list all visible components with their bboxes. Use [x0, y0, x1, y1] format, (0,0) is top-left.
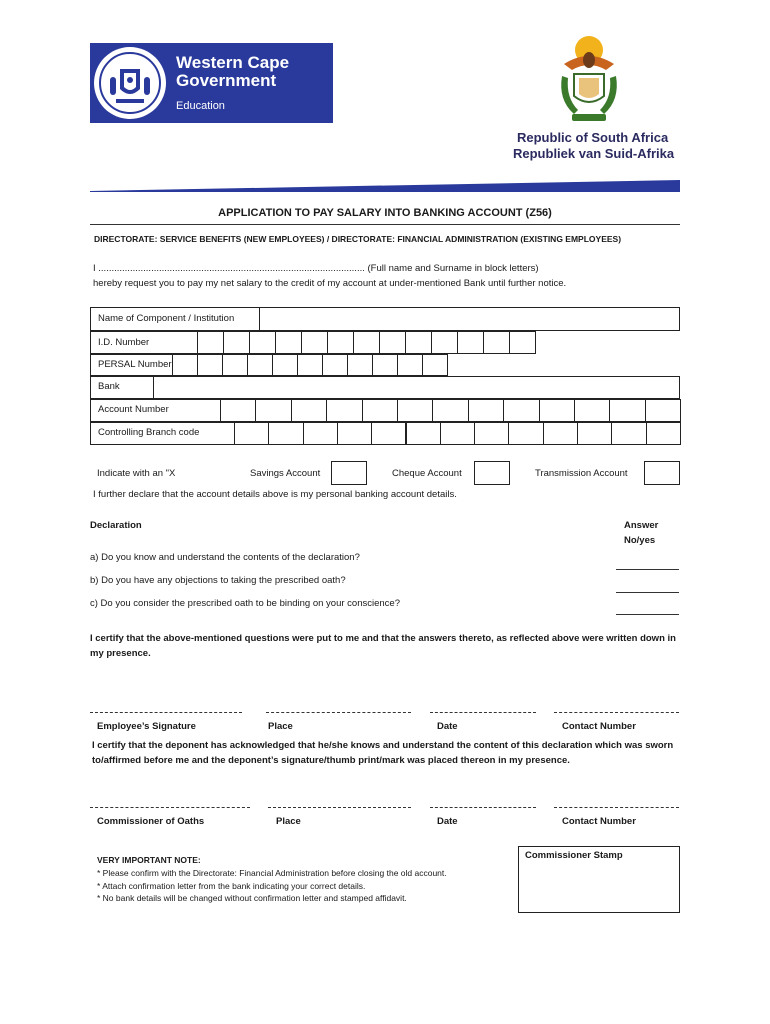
place-label-2: Place — [276, 816, 301, 827]
account-digit-box-4[interactable] — [326, 399, 362, 422]
account-digit-box-1[interactable] — [220, 399, 256, 422]
cheque-label: Cheque Account — [392, 468, 462, 479]
account-digit-box-11[interactable] — [574, 399, 610, 422]
note-line-2: * Attach confirmation letter from the bank indicating your correct details. — [97, 881, 366, 891]
question-b: b) Do you have any objections to taking the prescribed oath? — [90, 575, 346, 586]
commissioner-signature-line[interactable] — [90, 807, 250, 808]
note-line-1: * Please confirm with the Directorate: Financial Administration before closing the old account. — [97, 868, 447, 878]
branch-digit-box-9[interactable] — [508, 422, 543, 445]
id-digit-box-13[interactable] — [509, 331, 536, 354]
account-digit-box-5[interactable] — [362, 399, 398, 422]
id-digit-box-10[interactable] — [431, 331, 458, 354]
branch-digit-box-13[interactable] — [646, 422, 681, 445]
persal-digit-box-7[interactable] — [322, 354, 348, 376]
employee-signature-line[interactable] — [90, 712, 242, 713]
id-digit-box-7[interactable] — [353, 331, 380, 354]
intro-line-1: I ..................................................................................................... (Full name and Surname in block letters) — [93, 263, 539, 274]
persal-digit-box-1[interactable] — [172, 354, 198, 376]
form-title: APPLICATION TO PAY SALARY INTO BANKING ACCOUNT (Z56) — [218, 207, 552, 219]
branch-code-label: Controlling Branch code — [98, 427, 200, 438]
id-digit-box-5[interactable] — [301, 331, 328, 354]
contact-label-1: Contact Number — [562, 721, 636, 732]
contact-label-2: Contact Number — [562, 816, 636, 827]
id-digit-box-2[interactable] — [223, 331, 250, 354]
branch-digit-box-1[interactable] — [234, 422, 269, 445]
transmission-checkbox[interactable] — [644, 461, 680, 485]
question-a: a) Do you know and understand the contents of the declaration? — [90, 552, 360, 563]
date-label-2: Date — [437, 816, 458, 827]
branch-digit-box-5[interactable] — [371, 422, 406, 445]
rsa-name-afrikaans: Republiek van Suid-Afrika — [513, 146, 675, 161]
logo-line-2: Government — [176, 71, 277, 90]
persal-label: PERSAL Number — [98, 359, 172, 370]
persal-digit-box-9[interactable] — [372, 354, 398, 376]
account-digit-box-2[interactable] — [255, 399, 291, 422]
branch-digit-box-8[interactable] — [474, 422, 509, 445]
place-line-1[interactable] — [266, 712, 411, 713]
account-digit-box-8[interactable] — [468, 399, 504, 422]
note-heading: VERY IMPORTANT NOTE: — [97, 855, 201, 865]
commissioner-stamp-label: Commissioner Stamp — [525, 850, 623, 861]
branch-digit-box-6[interactable] — [406, 422, 441, 445]
component-label: Name of Component / Institution — [98, 313, 235, 324]
id-number-label: I.D. Number — [98, 337, 150, 348]
answer-heading: Answer — [624, 520, 659, 531]
id-digit-box-4[interactable] — [275, 331, 302, 354]
account-digit-box-9[interactable] — [503, 399, 539, 422]
id-digit-box-8[interactable] — [379, 331, 406, 354]
answer-options-heading: No/yes — [624, 535, 656, 546]
branch-digit-box-3[interactable] — [303, 422, 338, 445]
branch-digit-box-7[interactable] — [440, 422, 475, 445]
contact-line-1[interactable] — [554, 712, 679, 713]
account-number-label: Account Number — [98, 404, 169, 415]
branch-digit-box-10[interactable] — [543, 422, 578, 445]
persal-digit-box-5[interactable] — [272, 354, 298, 376]
persal-digit-box-11[interactable] — [422, 354, 448, 376]
south-africa-coat-of-arms-icon — [554, 30, 624, 128]
persal-digit-box-4[interactable] — [247, 354, 273, 376]
place-line-2[interactable] — [268, 807, 411, 808]
transmission-label: Transmission Account — [535, 468, 628, 479]
account-digit-box-7[interactable] — [432, 399, 468, 422]
bank-field[interactable] — [153, 376, 680, 399]
branch-digit-box-12[interactable] — [611, 422, 646, 445]
commissioner-label: Commissioner of Oaths — [97, 816, 205, 827]
id-digit-box-1[interactable] — [197, 331, 224, 354]
persal-digit-box-6[interactable] — [297, 354, 323, 376]
indicate-label: Indicate with an "X — [97, 468, 176, 479]
further-declare-text: I further declare that the account details above is my personal banking account details. — [93, 489, 457, 500]
cheque-checkbox[interactable] — [474, 461, 510, 485]
date-line-1[interactable] — [430, 712, 536, 713]
account-digit-box-13[interactable] — [645, 399, 681, 422]
persal-digit-box-2[interactable] — [197, 354, 223, 376]
rsa-name-english: Republic of South Africa — [517, 130, 669, 145]
directorate-line: DIRECTORATE: SERVICE BENEFITS (NEW EMPLOYEES) / DIRECTORATE: FINANCIAL ADMINISTRATION (EXISTING EMPLOYEES) — [94, 234, 622, 244]
date-line-2[interactable] — [430, 807, 536, 808]
account-digit-box-10[interactable] — [539, 399, 575, 422]
answer-a-line[interactable] — [616, 569, 679, 570]
place-label-1: Place — [268, 721, 293, 732]
contact-line-2[interactable] — [554, 807, 679, 808]
id-digit-box-9[interactable] — [405, 331, 432, 354]
employee-signature-label: Employee’s Signature — [97, 721, 196, 732]
savings-checkbox[interactable] — [331, 461, 367, 485]
id-digit-box-6[interactable] — [327, 331, 354, 354]
question-c: c) Do you consider the prescribed oath to be binding on your conscience? — [90, 598, 400, 609]
id-digit-box-11[interactable] — [457, 331, 484, 354]
title-rule — [90, 224, 680, 225]
persal-digit-box-10[interactable] — [397, 354, 423, 376]
certify-statement-1: I certify that the above-mentioned questions were put to me and that the answers thereto, as reflected above were written down in my presence. — [90, 633, 676, 659]
id-digit-box-3[interactable] — [249, 331, 276, 354]
account-digit-box-3[interactable] — [291, 399, 327, 422]
coat-of-arms-icon — [94, 47, 166, 119]
branch-digit-box-11[interactable] — [577, 422, 612, 445]
note-line-3: * No bank details will be changed without confirmation letter and stamped affidavit. — [97, 893, 407, 903]
western-cape-government-logo — [90, 43, 333, 123]
logo-line-3: Education — [176, 100, 225, 112]
answer-b-line[interactable] — [616, 592, 679, 593]
declaration-heading: Declaration — [90, 520, 142, 531]
header-divider-bar — [90, 180, 680, 192]
branch-digit-box-2[interactable] — [268, 422, 303, 445]
answer-c-line[interactable] — [616, 614, 679, 615]
intro-line-2: hereby request you to pay my net salary to the credit of my account at under-mentioned Bank until further notice. — [93, 278, 567, 289]
component-field[interactable] — [259, 307, 680, 331]
account-digit-box-12[interactable] — [609, 399, 645, 422]
savings-label: Savings Account — [250, 468, 321, 479]
persal-digit-box-3[interactable] — [222, 354, 248, 376]
bank-label: Bank — [98, 381, 120, 392]
persal-digit-box-8[interactable] — [347, 354, 373, 376]
id-digit-box-12[interactable] — [483, 331, 510, 354]
date-label-1: Date — [437, 721, 458, 732]
branch-digit-box-4[interactable] — [337, 422, 372, 445]
logo-line-1: Western Cape — [176, 53, 290, 72]
account-digit-box-6[interactable] — [397, 399, 433, 422]
certify-statement-2: I certify that the deponent has acknowledged that he/she knows and understand the content of this declaration which was sworn to/affirmed before me and the deponent’s signature/thumb print/mark was placed thereon in my presence. — [92, 740, 674, 766]
